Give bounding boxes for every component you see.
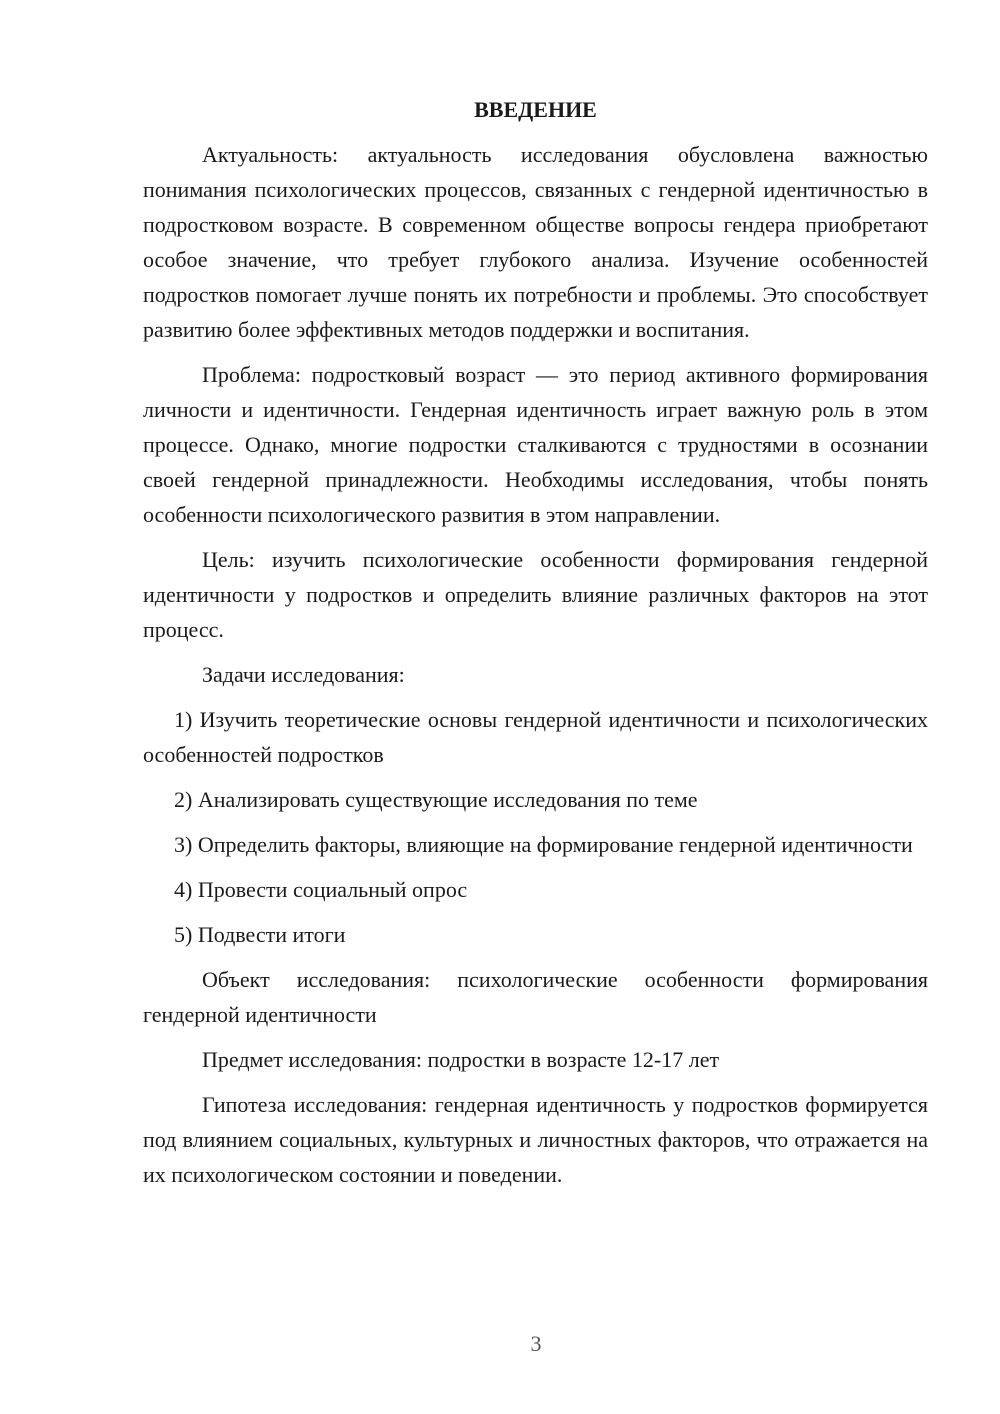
problem-paragraph: Проблема: подростковый возраст — это период активного формирования личности и идентичности. Гендерная идентичность играет важную роль в этом процессе. Однако, многие подростки сталкиваются с трудностями в осознании своей гендерной принадлежности. Необходимы исследования, чтобы понять особенности психологического развития в этом направлении. <box>143 362 928 527</box>
hypothesis-paragraph: Гипотеза исследования: гендерная идентичность у подростков формируется под влиянием социальных, культурных и личностных факторов, что отражается на их психологическом состоянии и поведении. <box>143 1092 928 1187</box>
task-item: 2) Анализировать существующие исследования по теме <box>174 787 698 812</box>
section-heading: ВВЕДЕНИЕ <box>474 97 597 122</box>
subject-paragraph: Предмет исследования: подростки в возрасте 12-17 лет <box>202 1047 720 1072</box>
task-item: 3) Определить факторы, влияющие на формирование гендерной идентичности <box>174 832 913 857</box>
task-item: 1) Изучить теоретические основы гендерной идентичности и психологических особенностей подростков <box>143 707 928 767</box>
relevance-paragraph: Актуальность: актуальность исследования обусловлена важностью понимания психологических процессов, связанных с гендерной идентичностью в подростковом возрасте. В современном обществе вопросы гендера приобретают особое значение, что требует глубокого анализа. Изучение особенностей подростков помогает лучше понять их потребности и проблемы. Это способствует развитию более эффективных методов поддержки и воспитания. <box>143 142 928 342</box>
document-page <box>143 92 928 1192</box>
task-item: 4) Провести социальный опрос <box>174 877 468 902</box>
goal-paragraph: Цель: изучить психологические особенности формирования гендерной идентичности у подростков и определить влияние различных факторов на этот процесс. <box>143 547 928 642</box>
page-number: 3 <box>530 1331 542 1356</box>
object-paragraph: Объект исследования: психологические особенности формирования гендерной идентичности <box>143 967 928 1027</box>
task-item: 5) Подвести итоги <box>174 922 346 947</box>
tasks-heading: Задачи исследования: <box>202 662 405 687</box>
